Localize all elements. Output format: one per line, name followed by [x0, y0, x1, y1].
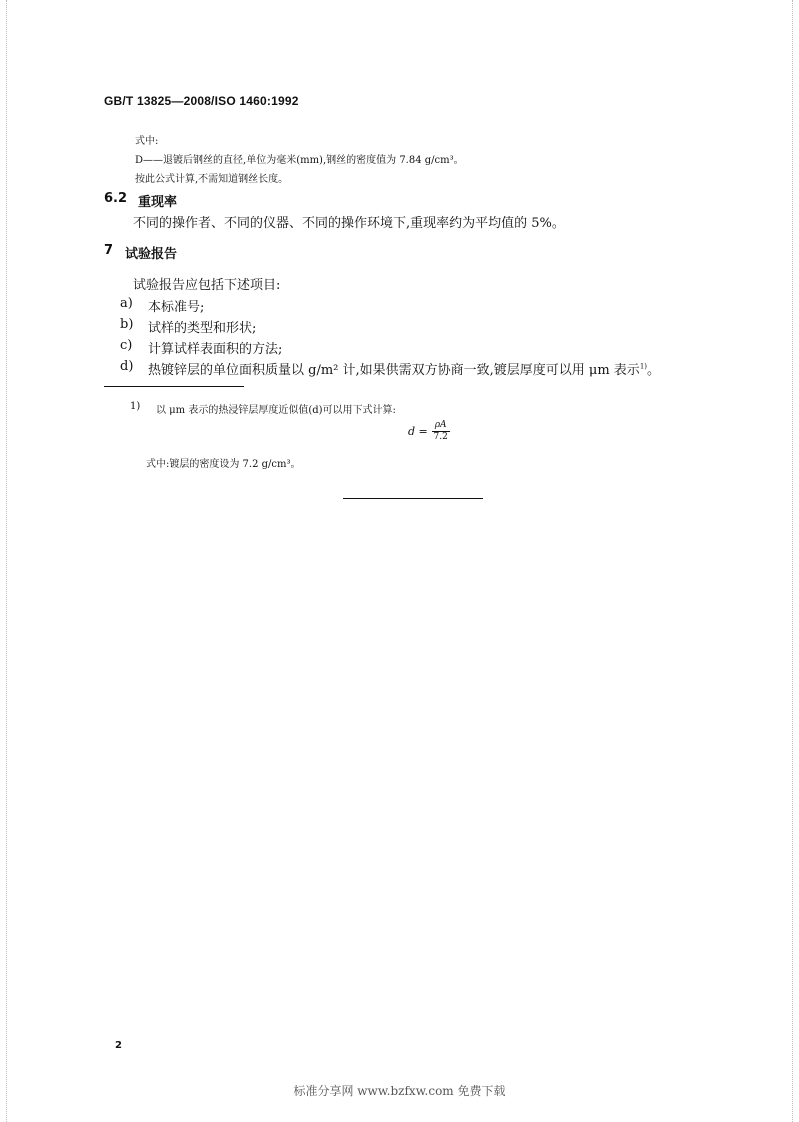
list-item-marker: c): [120, 338, 133, 353]
variable-definition: D——退镀后钢丝的直径,单位为毫米(mm),钢丝的密度值为 7.84 g/cm³。: [135, 155, 464, 166]
formula-denominator: 7.2: [433, 432, 448, 442]
footnote-reference: 1): [639, 362, 647, 371]
page-number: 2: [115, 1040, 122, 1051]
list-item-text: [148, 359, 660, 378]
list-item-d-end: 。: [647, 363, 661, 378]
section-number-6-2: 6.2: [104, 191, 128, 206]
list-item-marker: b): [120, 317, 134, 332]
reproducibility-paragraph: 不同的操作者、不同的仪器、不同的操作环境下,重现率约为平均值的 5%。: [133, 216, 565, 231]
footnote-marker: 1): [130, 401, 141, 412]
list-item-marker: a): [120, 296, 133, 311]
footnote-where: 式中:镀层的密度设为 7.2 g/cm³。: [146, 459, 301, 470]
scan-left-edge: [6, 0, 10, 1122]
where-label: 式中:: [135, 136, 159, 147]
list-item-marker: d): [120, 359, 134, 374]
calculation-note: 按此公式计算,不需知道钢丝长度。: [135, 174, 289, 185]
list-item-text: 试样的类型和形状;: [148, 321, 257, 336]
scan-right-edge: [789, 0, 793, 1122]
section-title-test-report: 试验报告: [125, 247, 178, 262]
section-title-reproducibility: 重现率: [138, 195, 178, 210]
footnote-separator: [104, 386, 244, 387]
section-number-7: 7: [104, 243, 114, 258]
standard-number-header: GB/T 13825—2008/ISO 1460:1992: [104, 94, 299, 108]
watermark: 标准分享网 www.bzfxw.com 免费下载: [293, 1084, 506, 1098]
thickness-formula: [408, 420, 450, 443]
formula-numerator: ρA: [432, 420, 450, 432]
report-intro: 试验报告应包括下述项目:: [133, 278, 281, 293]
footnote-text: 以 μm 表示的热浸锌层厚度近似值(d)可以用下式计算:: [156, 405, 396, 416]
end-rule: [343, 498, 483, 499]
list-item-text: 计算试样表面积的方法;: [148, 342, 283, 357]
list-item-text: 本标准号;: [148, 300, 205, 315]
formula-lhs: d =: [408, 425, 428, 438]
formula-fraction: [432, 420, 450, 443]
list-item-d-text: 热镀锌层的单位面积质量以 g/m² 计,如果供需双方协商一致,镀层厚度可以用 μm 表示: [148, 363, 640, 378]
